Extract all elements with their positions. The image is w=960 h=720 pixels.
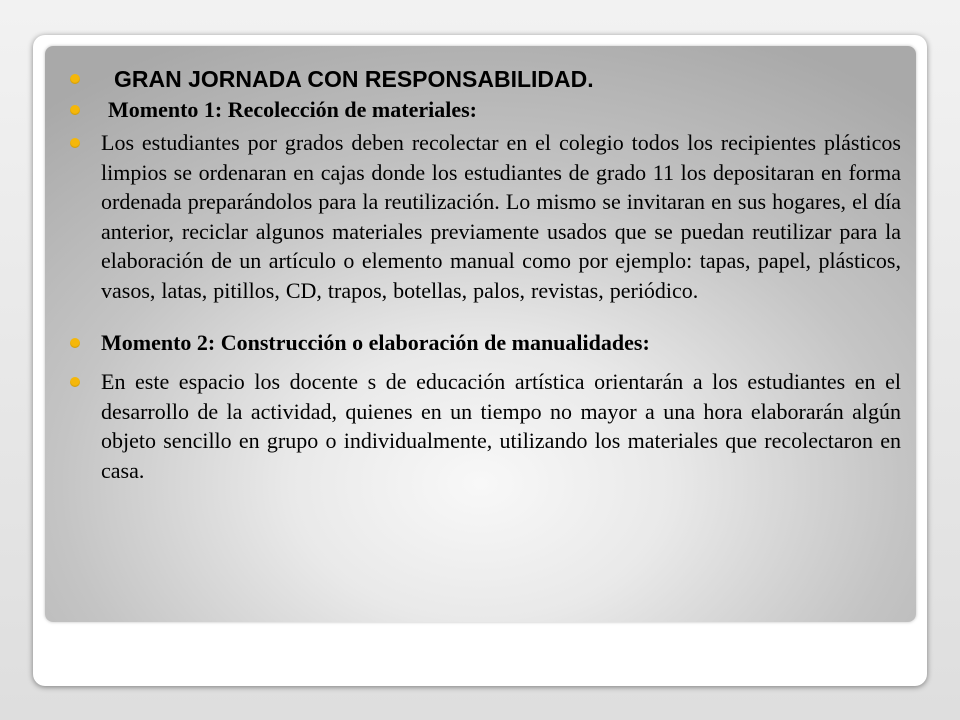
slide-title-text: GRAN JORNADA CON RESPONSABILIDAD.: [114, 66, 594, 92]
moment2-body-text: En este espacio los docente s de educación artística orientarán a los estudiantes en el desarrollo de la actividad, quienes en un tiempo no mayor a una hora elaborarán algún objeto sencillo en grupo o individualmente, utilizando los materiales que recolectaron en casa.: [101, 369, 901, 483]
bullet-dot-icon: [70, 105, 80, 115]
bullet-moment1-heading: [101, 96, 901, 124]
bullet-moment2-body: [101, 367, 901, 485]
bullet-moment1-body: [101, 128, 901, 305]
bullet-dot-icon: [70, 74, 80, 84]
moment1-heading-text: Momento 1: Recolección de materiales:: [108, 97, 477, 122]
bullet-title: [101, 64, 901, 94]
moment2-heading-text: Momento 2: Construcción o elaboración de manualidades:: [101, 330, 650, 355]
bullet-moment2-heading: [101, 329, 901, 357]
bullet-dot-icon: [70, 377, 80, 387]
moment1-body-text: Los estudiantes por grados deben recolectar en el colegio todos los recipientes plásticos limpios se ordenaran en cajas donde los estudiantes de grado 11 los depositaran en forma ordenada preparándolos para la reutilización. Lo mismo se invitaran en sus hogares, el día anterior, reciclar algunos materiales previamente usados que se puedan reutilizar para la elaboración de un artículo o elemento manual como por ejemplo: tapas, papel, plásticos, vasos, latas, pitillos, CD, trapos, botellas, palos, revistas, periódico.: [101, 130, 901, 303]
bullet-dot-icon: [70, 338, 80, 348]
bullet-dot-icon: [70, 138, 80, 148]
bullet-list: [101, 64, 901, 485]
content-panel: [45, 46, 916, 622]
